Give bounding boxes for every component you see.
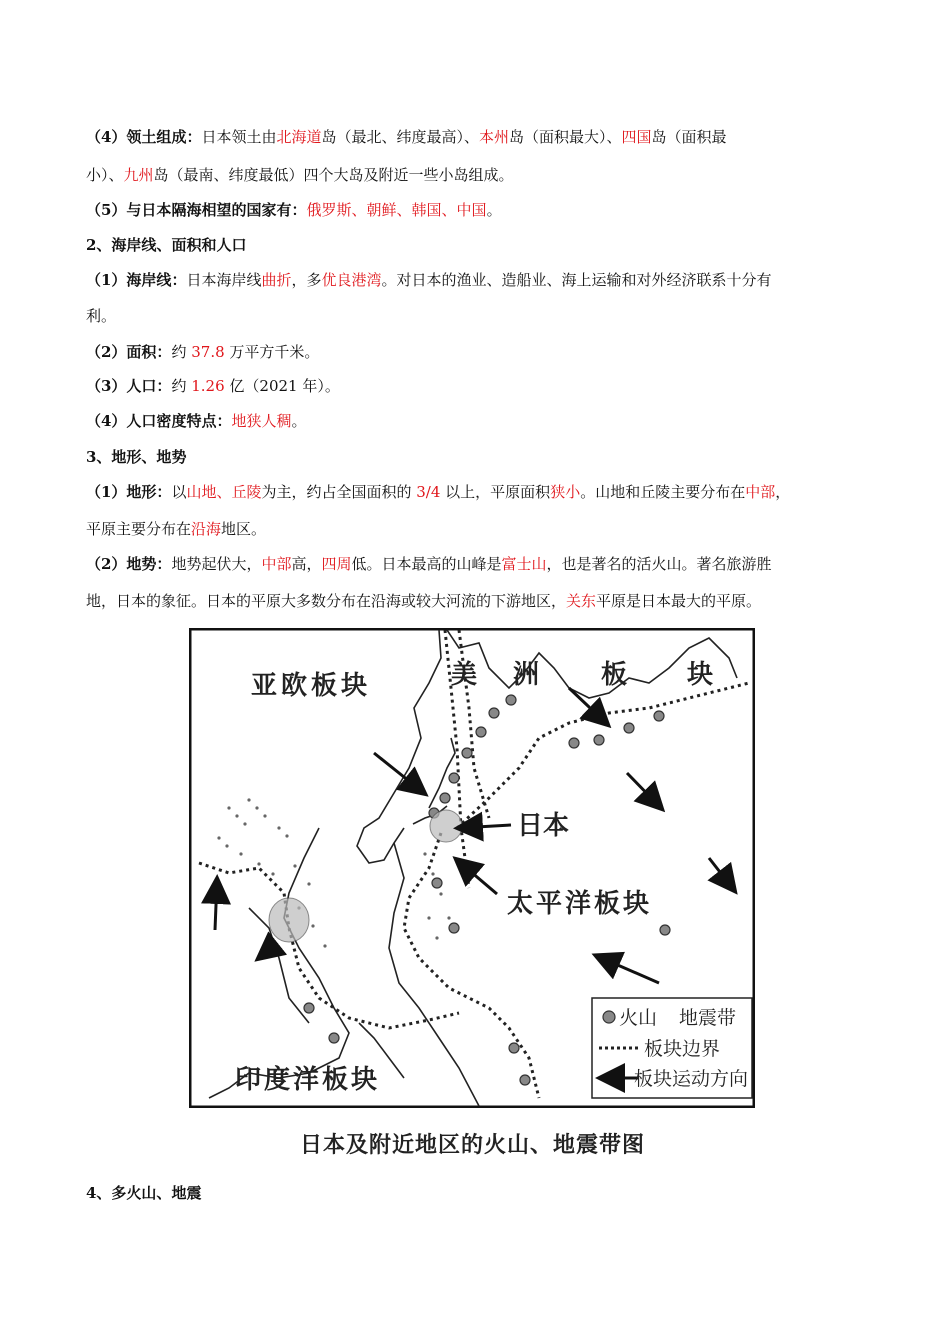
text: 低。日本最高的山峰是: [351, 555, 502, 573]
dprk-highlight: 朝鲜: [366, 201, 397, 219]
central-highlight: 中部: [261, 555, 292, 573]
narrow-highlight: 狭小: [550, 483, 581, 501]
territory-line-1: [86, 127, 727, 147]
coastline-line-1: [86, 270, 772, 290]
density-value: 地狭人稠: [231, 412, 292, 430]
korea-highlight: 韩国: [411, 201, 442, 219]
legend-boundary-text: 板块边界: [644, 1038, 721, 1060]
text: 。: [291, 412, 307, 430]
relief-label: （2）地势：: [86, 555, 172, 573]
legend-motion-text: 板块运动方向: [634, 1068, 749, 1090]
text: 万平方千米。: [224, 343, 320, 361]
legend-volcano-symbol: [603, 1011, 615, 1023]
japan-volcano-earthquake-map: [189, 628, 755, 1108]
legend-volcano-text: 火山: [619, 1007, 658, 1029]
text: 地，日本的象征。日本的平原大多数分布在沿海或较大河流的下游地区，: [86, 592, 567, 610]
terrain-line-1: [86, 482, 790, 502]
text: ，也是著名的活火山。著名旅游胜: [546, 555, 772, 573]
heading-terrain: 3、地形、地势: [86, 448, 187, 466]
text: 日本领土由: [201, 128, 277, 146]
text: 以上，平原面积: [440, 483, 551, 501]
neighbors-line: [86, 200, 502, 220]
harbors-highlight: 优良港湾: [321, 271, 382, 289]
indian-plate-label: 印度洋板块: [235, 1065, 381, 1095]
text: 平原主要分布在: [86, 520, 192, 538]
winding-highlight: 曲折: [261, 271, 292, 289]
text: 约: [171, 343, 192, 361]
text: 岛（最北、纬度最高）、: [321, 128, 479, 146]
fraction-highlight: 3/4: [416, 483, 441, 501]
relief-line-1: [86, 554, 772, 574]
honshu-highlight: 本州: [479, 128, 510, 146]
text: 岛（面积最大）、: [509, 128, 622, 146]
coastline-label: （1）海岸线：: [86, 271, 187, 289]
text: 。: [486, 201, 502, 219]
america-plate-label-1: 美: [451, 660, 478, 690]
mountains-highlight: 山地、丘陵: [186, 483, 262, 501]
text: ，多: [291, 271, 322, 289]
terrain-label: （1）地形：: [86, 483, 172, 501]
area-label: （2）面积：: [86, 343, 172, 361]
territory-line-2: [86, 165, 514, 185]
heading-coastline-area-population: 2、海岸线、面积和人口: [86, 236, 247, 254]
area-line: [86, 342, 319, 362]
text: 日本海岸线: [186, 271, 262, 289]
text: 高，: [291, 555, 322, 573]
text: 小）、: [86, 166, 124, 184]
text: 地势起伏大，: [171, 555, 262, 573]
coastline-line-2: 利。: [86, 307, 117, 325]
hokkaido-highlight: 北海道: [276, 128, 322, 146]
russia-highlight: 俄罗斯: [306, 201, 352, 219]
separator: 、: [441, 201, 457, 219]
text: 地区。: [221, 520, 267, 538]
terrain-line-2: [86, 519, 266, 539]
text: 。山地和丘陵主要分布在: [580, 483, 746, 501]
pacific-plate-label: 太平洋板块: [507, 889, 653, 919]
text: 。对日本的渔业、造船业、海上运输和对外经济联系十分有: [381, 271, 772, 289]
text: ，: [775, 483, 791, 501]
text: 约: [171, 377, 192, 395]
periphery-highlight: 四周: [321, 555, 352, 573]
map-legend: [592, 998, 752, 1098]
population-line: [86, 376, 340, 396]
area-value: 37.8: [191, 343, 225, 361]
text: 为主，约占全国面积的: [261, 483, 417, 501]
eurasian-plate-label: 亚欧板块: [251, 671, 372, 701]
japan-label: 日本: [517, 811, 570, 841]
relief-line-2: [86, 591, 761, 611]
central-highlight: 中部: [745, 483, 776, 501]
coastal-highlight: 沿海: [191, 520, 222, 538]
text: 平原是日本最大的平原。: [596, 592, 762, 610]
text: 岛（最南、纬度最低）四个大岛及附近一些小岛组成。: [153, 166, 514, 184]
population-value: 1.26: [191, 377, 225, 395]
text: 岛（面积最: [651, 128, 727, 146]
america-plate-label-2: 洲: [513, 660, 540, 690]
text: 以: [171, 483, 187, 501]
population-label: （3）人口：: [86, 377, 172, 395]
america-plate-label-3: 板: [601, 660, 628, 690]
america-plate-label-4: 块: [687, 660, 714, 690]
heading-volcano-earthquake: 4、多火山、地震: [86, 1184, 202, 1202]
china-highlight: 中国: [456, 201, 487, 219]
density-line: [86, 411, 306, 431]
separator: 、: [351, 201, 367, 219]
map-caption: 日本及附近地区的火山、地震带图: [300, 1133, 646, 1158]
territory-label: （4）领土组成：: [86, 128, 202, 146]
density-label: （4）人口密度特点：: [86, 412, 232, 430]
kyushu-highlight: 九州: [123, 166, 154, 184]
text: 亿（2021 年）。: [224, 377, 340, 395]
shikoku-highlight: 四国: [621, 128, 652, 146]
neighbors-label: （5）与日本隔海相望的国家有：: [86, 201, 307, 219]
fuji-highlight: 富士山: [501, 555, 547, 573]
kanto-highlight: 关东: [566, 592, 597, 610]
legend-quake-text: 地震带: [679, 1007, 737, 1029]
separator: 、: [396, 201, 412, 219]
